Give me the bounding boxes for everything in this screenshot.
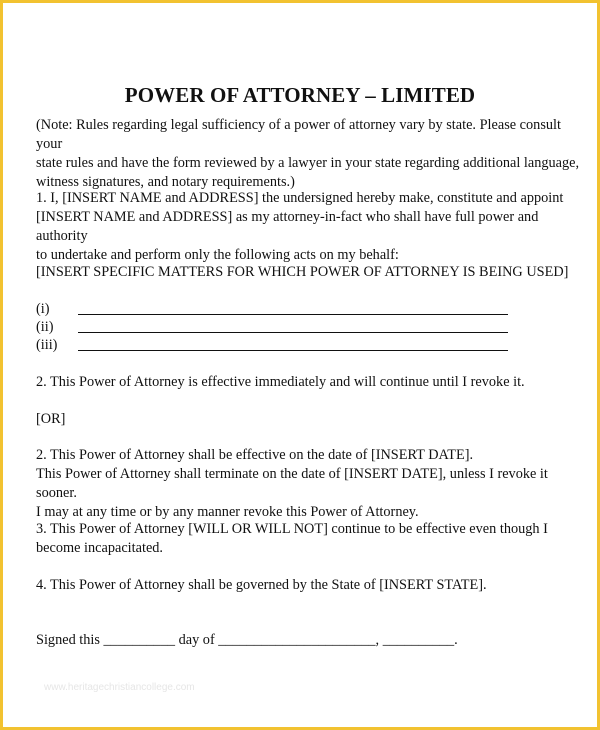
section-1-line-3: to undertake and perform only the following acts on my behalf: [36,247,399,263]
blank-line-iii [78,350,508,351]
note-line-1: (Note: Rules regarding legal sufficiency of a power of attorney vary by state. Please consult your [36,117,561,152]
section-2b-line-1: 2. This Power of Attorney shall be effective on the date of [INSERT DATE]. [36,447,474,463]
note-line-2: state rules and have the form reviewed by a lawyer in your state regarding additional language, [36,155,580,171]
watermark-text: www.heritagechristiancollege.com [44,682,195,693]
or-text: [OR] [36,411,66,427]
section-3-paragraph [36,520,581,558]
document-page [6,6,594,724]
note-line-3: witness signatures, and notary requirements.) [36,174,295,190]
section-2b-paragraph [36,446,581,522]
section-4-paragraph: 4. This Power of Attorney shall be governed by the State of [INSERT STATE]. [36,577,487,593]
item-label-iii: (iii) [36,337,58,353]
item-label-ii: (ii) [36,319,54,335]
section-2a-paragraph: 2. This Power of Attorney is effective immediately and will continue until I revoke it. [36,374,525,390]
blank-line-ii [78,332,508,333]
section-2b-line-3: I may at any time or by any manner revoke this Power of Attorney. [36,504,419,520]
section-3-line-2: become incapacitated. [36,540,164,556]
item-label-i: (i) [36,301,50,317]
blank-line-i [78,314,508,315]
section-1-line-2: [INSERT NAME and ADDRESS] as my attorney-in-fact who shall have full power and authority [36,209,539,244]
section-2b-line-2: This Power of Attorney shall terminate on the date of [INSERT DATE], unless I revoke it sooner. [36,466,548,501]
signature-line: Signed this __________ day of ______________________, __________. [36,632,458,648]
section-1-line-1: 1. I, [INSERT NAME and ADDRESS] the undersigned hereby make, constitute and appoint [36,190,564,206]
specific-matters-text: [INSERT SPECIFIC MATTERS FOR WHICH POWER OF ATTORNEY IS BEING USED] [36,264,569,280]
section-1-paragraph [36,189,581,265]
document-title: POWER OF ATTORNEY – LIMITED [124,83,476,107]
note-paragraph [36,116,581,192]
section-3-line-1: 3. This Power of Attorney [WILL OR WILL NOT] continue to be effective even though I [36,521,548,537]
